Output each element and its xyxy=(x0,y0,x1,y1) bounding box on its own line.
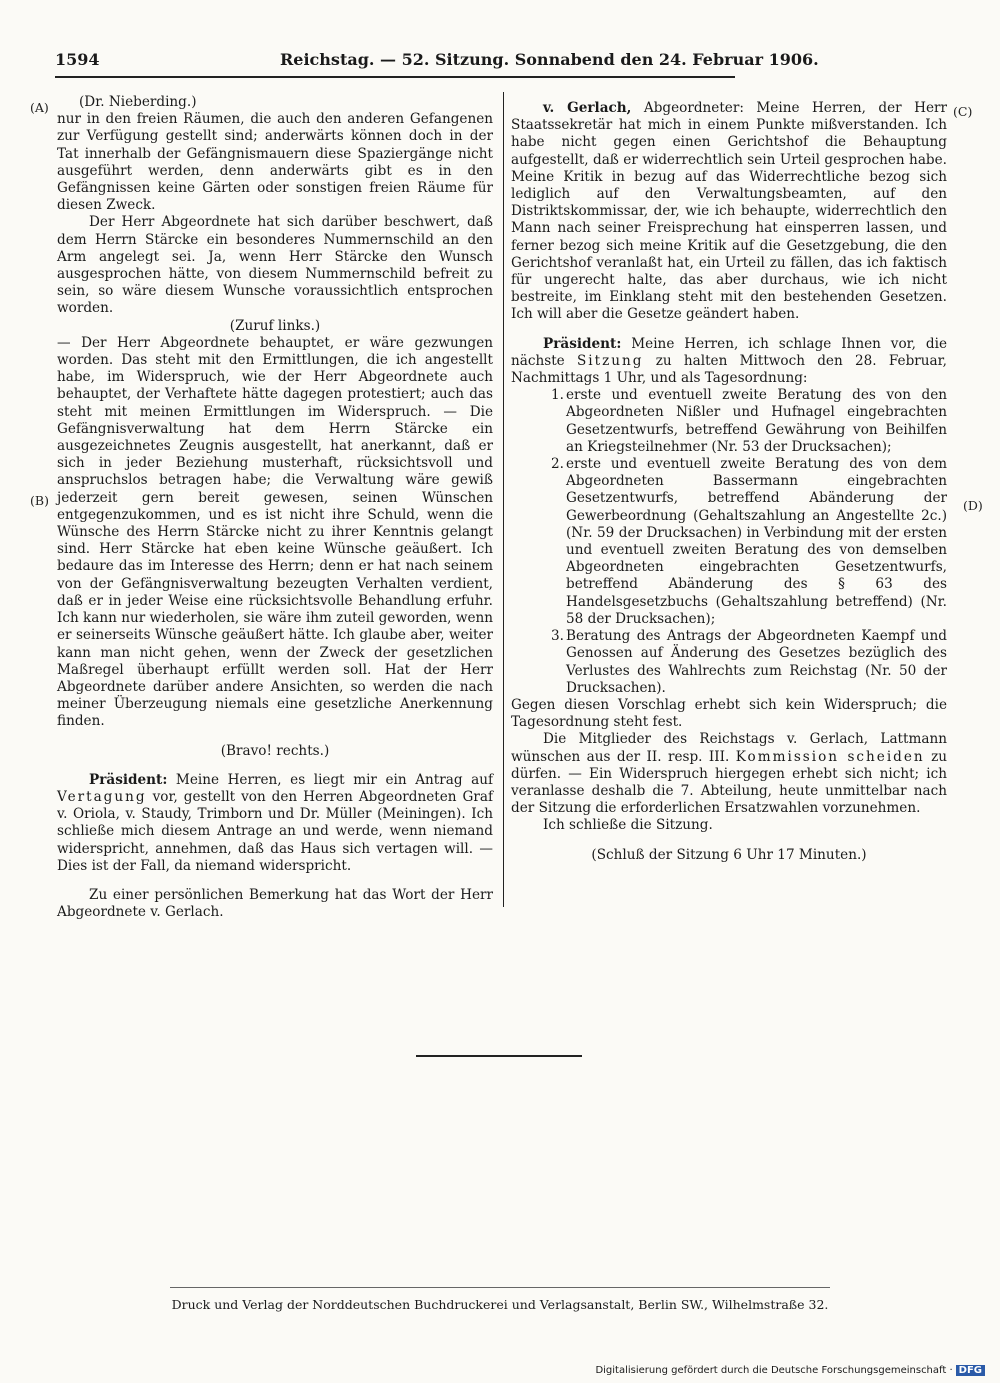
margin-marker-d: (D) xyxy=(963,498,983,513)
page-title: Reichstag. — 52. Sitzung. Sonnabend den 24. Februar 1906. xyxy=(280,50,819,69)
agenda-item: 2. erste und eventuell zweite Beratung des von dem Abgeordneten Bassermann eingebrachten Gesetzentwurfs, betreffend Abänderung der Gewerbeordnung (Gehaltszahlung an Angestellte 2c.) (Nr. 59 der Drucksachen) in Verbindung mit der ersten und eventuell zweiten Beratung des von demselben Abgeordneten eingebrachten Gesetzentwurfs, betreffend Abänderung des § 63 des Handelsgesetzbuchs (Gehaltszahlung betreffend) (Nr. 58 der Drucksachen); xyxy=(551,456,947,627)
speaker-gerlach: v. Gerlach, xyxy=(543,100,632,116)
speaker-continuation: (Dr. Nieberding.) xyxy=(79,94,197,110)
left-paragraph-3: — Der Herr Abgeordnete behauptet, er wäre gezwungen worden. Das steht mit den Ermittlungen, die ich angestellt habe, im Widerspruch, wie der Herr Abgeordnete auch behauptet, der Verhaftete hätte dagegen protestiert; auch das steht mit meinen Ermittlungen im Widerspruch. — Die Gefängnisverwaltung hat dem Herrn Stärcke ein ausgezeichnetes Zeugnis ausgestellt, hat anerkannt, daß er sich in jeder Beziehung musterhaft, rücksichtsvoll und anspruchslos betragen habe; die Verwaltung wäre gewiß jederzeit gern bereit gewesen, seinen Wünschen entgegenzukommen, und es ist nicht ihre Schuld, wenn die Wünsche des Herrn Stärcke nicht zu ihrer Kenntnis gelangt sind. Herr Stärcke hat eben keine Wünsche geäußert. Ich bedaure das im Interesse des Herrn; denn er hat nach seinem von der Gefängnisverwaltung bezeugten Verhalten verdient, daß er in jeder Weise eine rücksichtsvolle Behandlung erfuhr. Ich kann nur wiederholen, sie wäre ihm zuteil geworden, wenn er seinerseits Wünsche geäußert hätte. Ich glaube aber, weiter kann man nicht gehen, wenn der Zweck der gesetzlichen Maßregel überhaupt erfüllt werden soll. Hat der Herr Abgeordnete darüber andere Ansichten, so werden die nach meiner Überzeugung niemals eine gesetzliche Anerkennung finden. xyxy=(57,334,494,730)
right-paragraph-4: Die Mitglieder des Reichstags v. Gerlach, Lattmann wünschen aus der II. resp. III. Kommission scheiden zu dürfen. — Ein Widerspruch hiergegen erhebt sich nicht; ich veranlasse deshalb die 7. Abteilung, heute unmittelbar nach der Sitzung die erforderlichen Ersatzwahlen vorzunehmen. xyxy=(511,731,947,817)
right-paragraph-1: v. Gerlach, Abgeordneter: Meine Herren, der Herr Staatssekretär hat mich in einem Punkte mißverstanden. Ich habe nicht gegen einen Gerichtshof die Behauptung aufgestellt, daß er widerrechtlich sein Urteil gesprochen habe. Meine Kritik in bezug auf das Widerrechtliche bezog sich lediglich auf den Verwaltungsbeamten, auf den Distriktskommissar, der, wie ich behaupte, widerrechtlich den Mann nach seiner Freisprechung hat einsperren lassen, und ferner bezog sich meine Kritik auf die Gesetzgebung, die den Gerichtshof veranlaßt hat, ein Urteil zu fällen, das ich faktisch für ungerecht halte, das aber durchaus, wie ich nicht bestreite, im Einklang steht mit den bestehenden Gesetzen. Ich will aber die Gesetze geändert haben. xyxy=(511,100,948,323)
right-paragraph-2: Präsident: Meine Herren, ich schlage Ihnen vor, die nächste Sitzung zu halten Mittwoch den 28. Februar, Nachmittags 1 Uhr, und als Tagesordnung: xyxy=(511,335,947,387)
header-rule xyxy=(55,76,735,78)
right-column xyxy=(511,100,947,864)
agenda-list xyxy=(511,387,947,697)
digitization-note: Digitalisierung gefördert durch die Deutsche Forschungsgemeinschaft · DFG xyxy=(595,1365,985,1376)
interjection-bravo: (Bravo! rechts.) xyxy=(220,742,330,759)
left-paragraph-2: Der Herr Abgeordnete hat sich darüber beschwert, daß dem Herrn Stärcke ein besonderes Nummernschild an den Arm angelegt sei. Ja, wenn Herr Stärcke den Wunsch ausgesprochen hätte, von diesem Nummernschild befreit zu sein, so wäre diesem Wunsche voraussichtlich entsprochen worden. xyxy=(57,214,493,317)
page-header xyxy=(55,50,819,76)
agenda-item: 1. erste und eventuell zweite Beratung des von den Abgeordneten Nißler und Hufnagel eingebrachten Gesetzentwurfs, betreffend Gewährung von Beihilfen an Kriegsteilnehmer (Nr. 53 der Drucksachen); xyxy=(551,387,947,455)
margin-marker-a: (A) xyxy=(30,100,49,115)
interjection-zuruf: (Zuruf links.) xyxy=(229,317,321,334)
closing-rule xyxy=(416,1055,582,1057)
agenda-item: 3. Beratung des Antrags der Abgeordneten Kaempf und Genossen auf Änderung des Gesetzes bezüglich des Verlustes des Wahlrechts zum Reichstag (Nr. 50 der Drucksachen). xyxy=(551,628,947,696)
page-number: 1594 xyxy=(55,50,100,69)
imprint: Druck und Verlag der Norddeutschen Buchdruckerei und Verlagsanstalt, Berlin SW., Wilhelmstraße 32. xyxy=(171,1297,829,1312)
left-paragraph-1: nur in den freien Räumen, die auch den anderen Gefangenen zur Verfügung gestellt sind; anderwärts können doch in der Tat innerhalb der Gefängnismauern diese Spaziergänge nicht ausgeführt werden, denn anderwärts gibt es in den Gefängnissen keine Gärten oder sonstigen freien Räume für diesen Zweck. xyxy=(57,111,493,214)
footer-rule xyxy=(170,1287,830,1288)
session-close-note: (Schluß der Sitzung 6 Uhr 17 Minuten.) xyxy=(591,846,867,863)
speaker-president: Präsident: xyxy=(89,771,168,788)
left-paragraph-4: Präsident: Meine Herren, es liegt mir ein Antrag auf Vertagung vor, gestellt von den Herren Abgeordneten Graf v. Oriola, v. Staudy, Trimborn und Dr. Müller (Meiningen). Ich schließe mich diesem Antrage an und werde, wenn niemand widerspricht, annehmen, daß das Haus sich vertagen will. — Dies ist der Fall, da niemand widerspricht. xyxy=(57,771,493,874)
right-paragraph-3: Gegen diesen Vorschlag erhebt sich kein Widerspruch; die Tagesordnung steht fest. xyxy=(511,696,947,731)
right-paragraph-5: Ich schließe die Sitzung. xyxy=(543,817,713,834)
column-divider xyxy=(503,92,504,907)
left-column xyxy=(57,94,493,921)
left-paragraph-5: Zu einer persönlichen Bemerkung hat das Wort der Herr Abgeordnete v. Gerlach. xyxy=(57,886,493,921)
speaker-president: Präsident: xyxy=(543,335,622,352)
margin-marker-c: (C) xyxy=(953,104,973,119)
margin-marker-b: (B) xyxy=(30,493,49,508)
dfg-logo: DFG xyxy=(956,1365,985,1376)
